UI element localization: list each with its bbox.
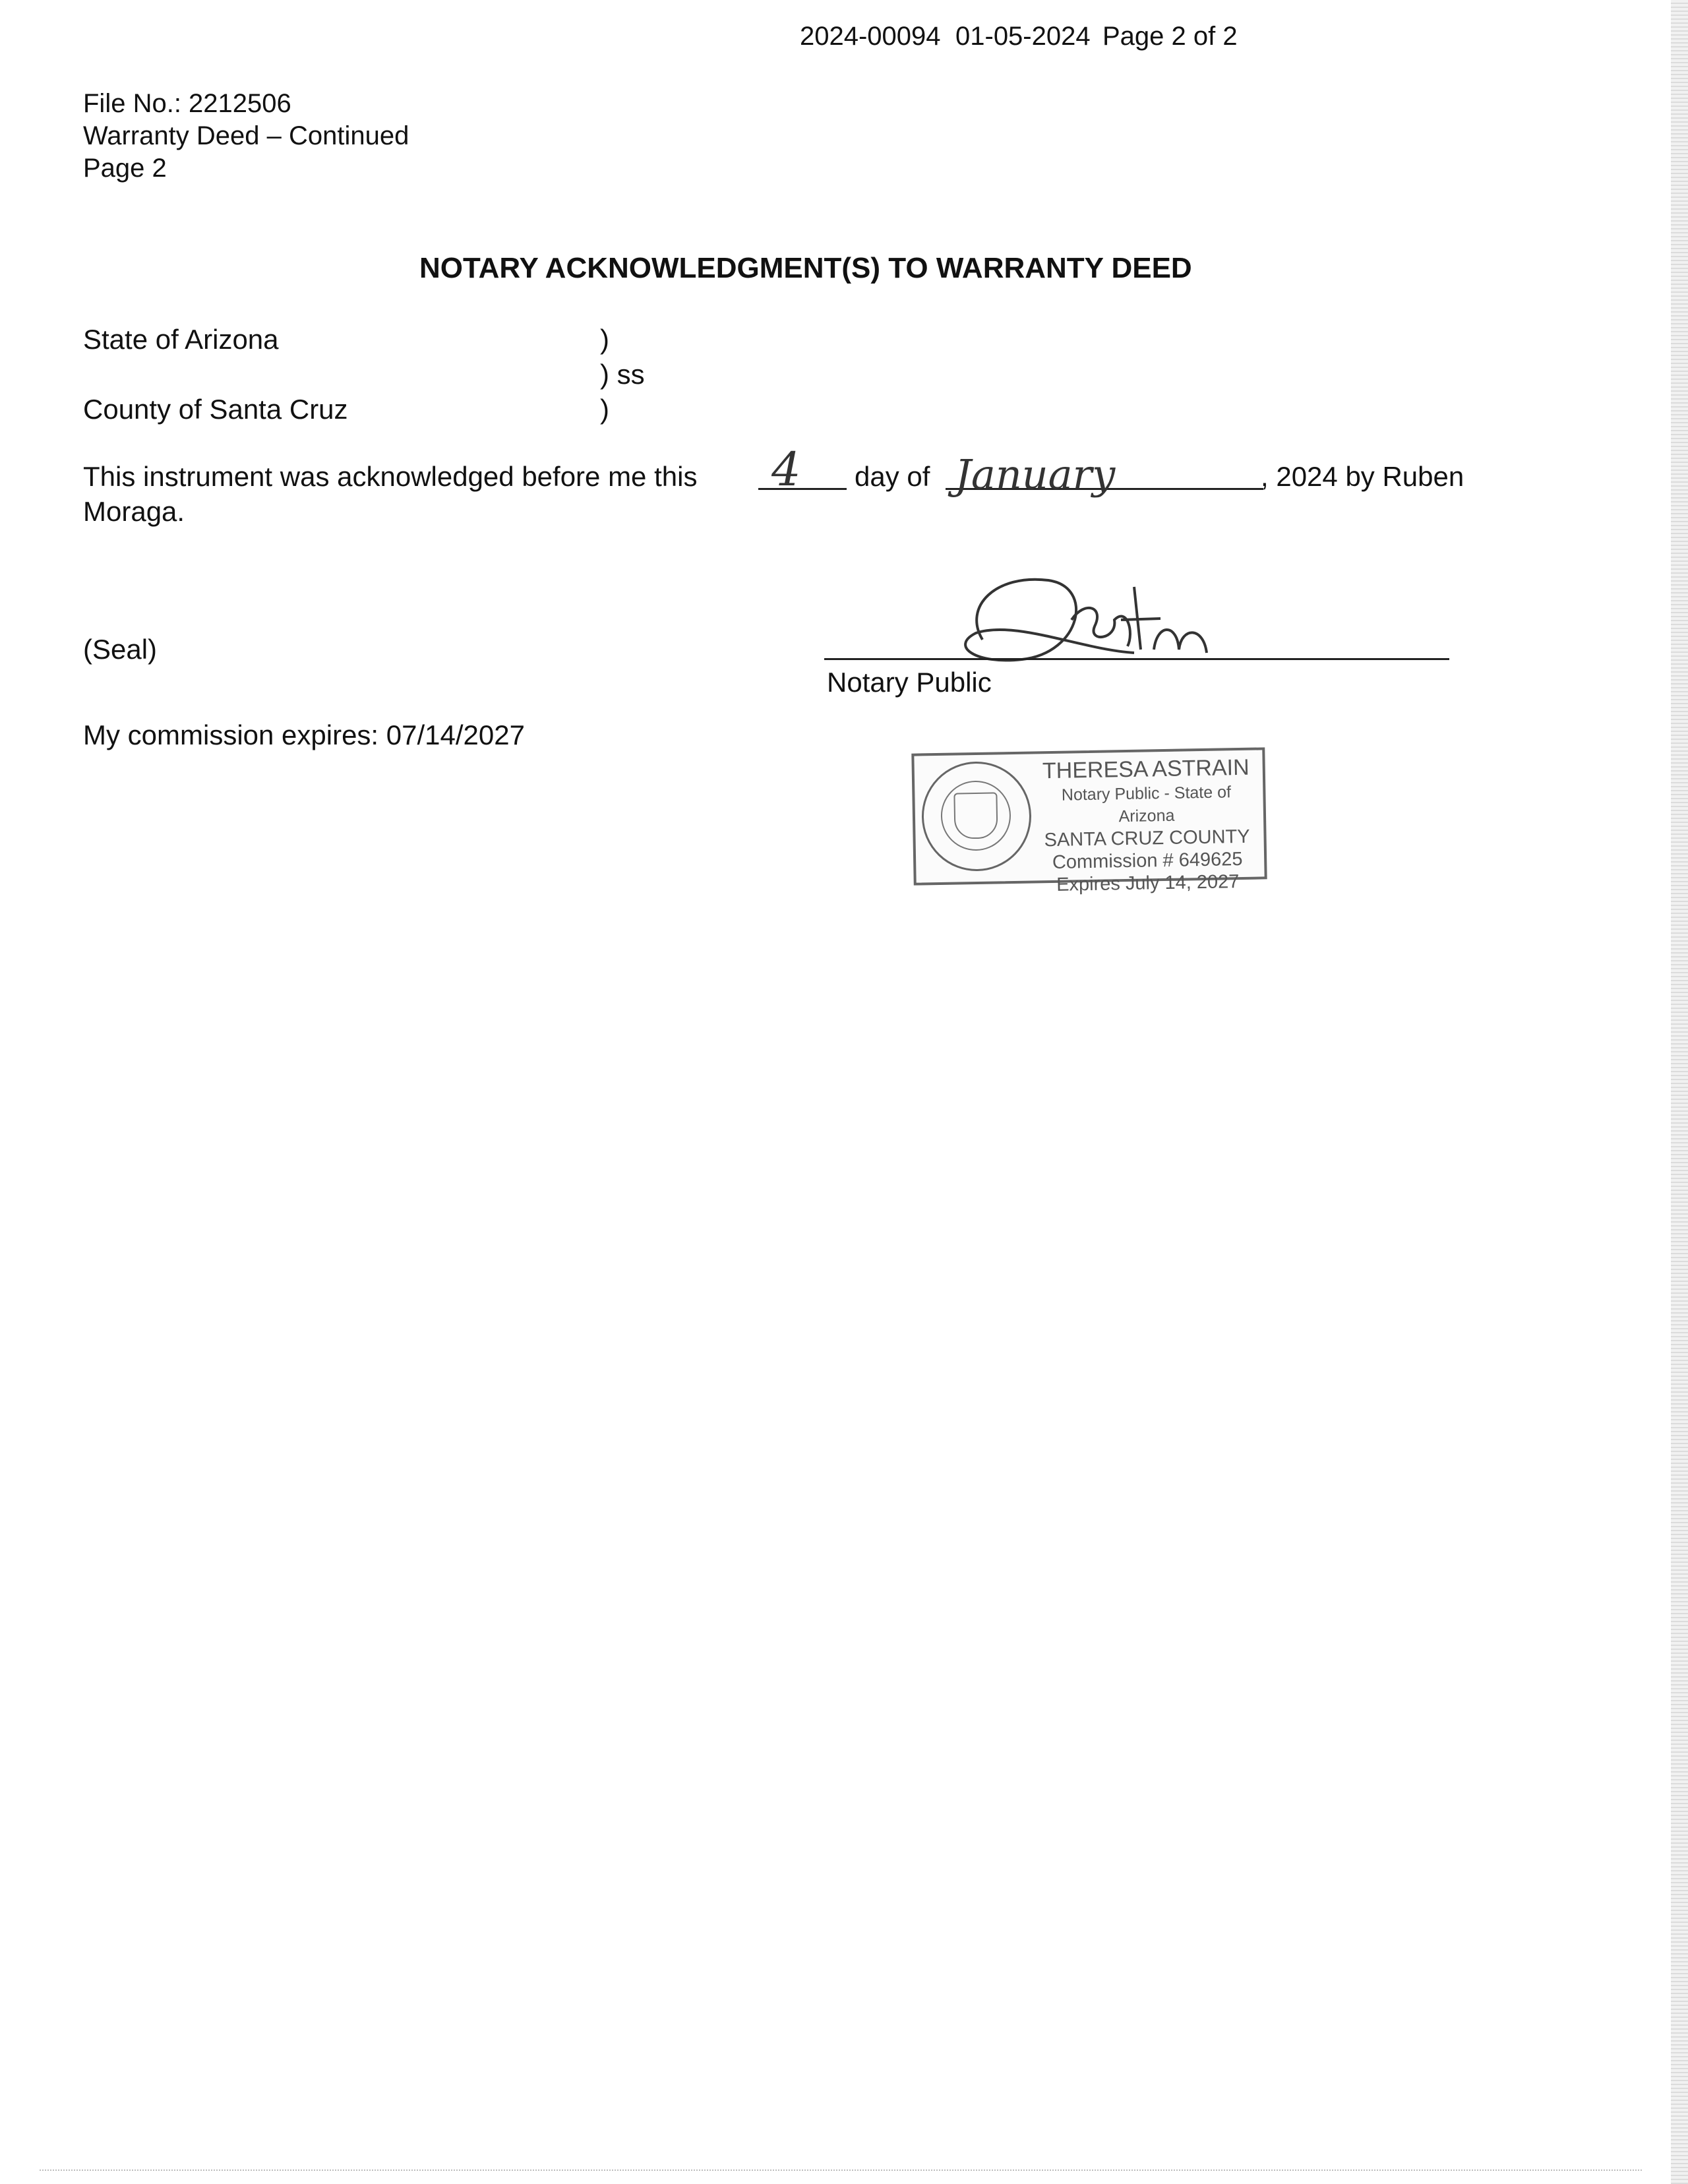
commission-expiry: My commission expires: 07/14/2027	[83, 719, 525, 750]
venue-state: State of Arizona	[83, 324, 279, 355]
stamp-expiration: Expires July 14, 2027	[1056, 871, 1240, 895]
stamp-notary-title: Notary Public - State of Arizona	[1061, 783, 1232, 826]
signature-line	[824, 658, 1449, 660]
stamp-text	[1031, 754, 1262, 896]
stamp-county: SANTA CRUZ COUNTY	[1044, 826, 1250, 851]
venue-paren-1: )	[600, 324, 609, 355]
handwritten-month: January	[955, 450, 1116, 499]
acknowledgment-text-4: Moraga.	[83, 496, 185, 527]
notary-signature	[936, 561, 1279, 673]
handwritten-day: 4	[771, 442, 801, 497]
recording-date: 01-05-2024	[955, 22, 1091, 51]
notary-stamp	[911, 747, 1267, 895]
recording-doc-number: 2024-00094	[800, 22, 941, 51]
acknowledgment-text-3: , 2024 by Ruben	[1261, 461, 1464, 492]
document-type: Warranty Deed – Continued	[83, 121, 409, 150]
venue-paren-3: )	[600, 394, 609, 425]
page-title: NOTARY ACKNOWLEDGMENT(S) TO WARRANTY DEED	[419, 252, 1192, 284]
seal-label: (Seal)	[83, 634, 158, 665]
recording-page: Page 2 of 2	[1102, 22, 1238, 51]
acknowledgment-text-2: day of	[855, 461, 930, 492]
scan-edge	[1671, 0, 1688, 2184]
stamp-commission-number: Commission # 649625	[1052, 848, 1243, 873]
arizona-state-seal-icon	[921, 761, 1033, 872]
file-page-number: Page 2	[83, 154, 167, 183]
acknowledgment-text-1: This instrument was acknowledged before me this	[83, 461, 698, 492]
notary-public-label: Notary Public	[827, 667, 992, 698]
bottom-scan-line	[40, 2169, 1642, 2171]
stamp-notary-name: THERESA ASTRAIN	[1042, 754, 1250, 784]
file-number: File No.: 2212506	[83, 89, 291, 118]
venue-paren-ss: ) ss	[600, 359, 645, 390]
venue-county: County of Santa Cruz	[83, 394, 348, 425]
